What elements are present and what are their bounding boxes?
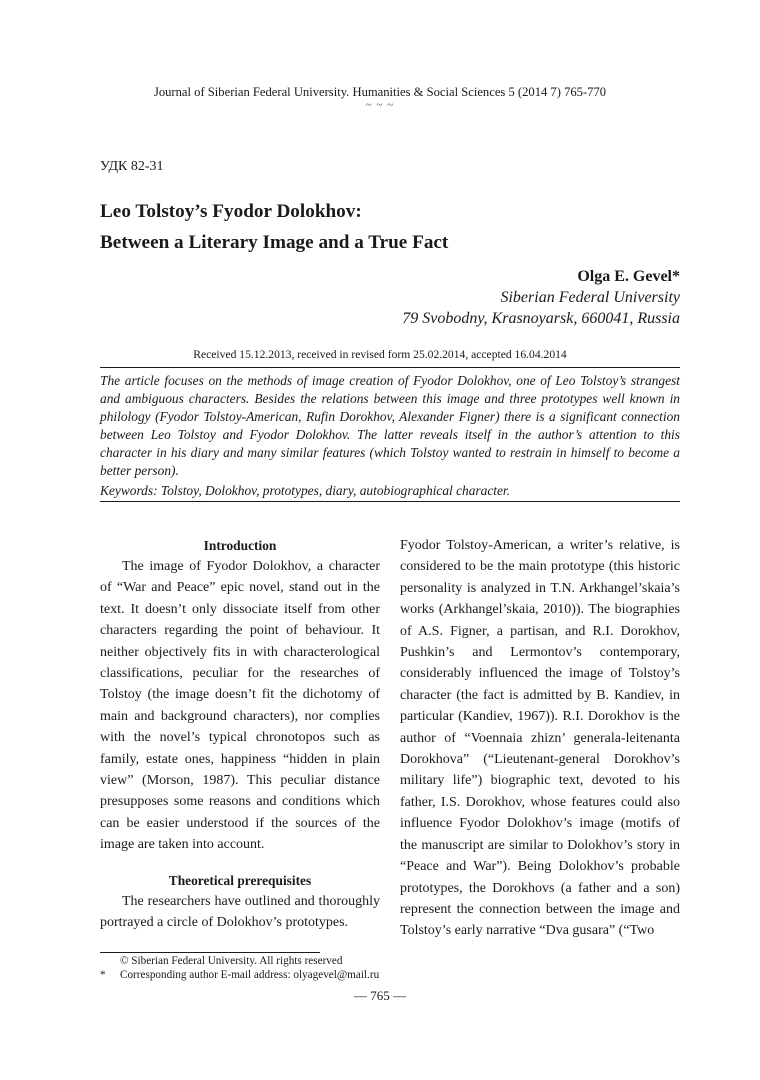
left-column: [100, 535, 380, 934]
page-number: — 765 —: [354, 988, 406, 1003]
footnote-asterisk: *: [100, 969, 106, 981]
theory-heading: Theoretical prerequisites: [168, 872, 312, 888]
right-column: [400, 535, 680, 942]
header-ornament: ~ ~ ~: [365, 99, 395, 111]
journal-header: Journal of Siberian Federal University. Humanities & Social Sciences 5 (2014 7) 765-770: [153, 85, 607, 99]
abstract-bottom-rule: [100, 501, 680, 502]
author-name: Olga E. Gevel*: [577, 268, 680, 285]
abstract: The article focuses on the methods of image creation of Fyodor Dolokhov, one of Leo Tolstoy’s strangest and ambiguous characters. Besides the relations between this image and three prototypes well known in philology (Fyodor Tolstoy-American, Rufin Dorokhov, Alexander Figner) there is a significant connection between Leo Tolstoy and Fyodor Dolokhov. The latter reveals itself in the author’s attention to this character in his diary and many similar features (which Tolstoy wanted to restrain in himself to become a better person).: [100, 373, 680, 478]
copyright-note: © Siberian Federal University. All rights reserved: [120, 955, 343, 967]
corresponding-author-note: [100, 968, 500, 982]
author-block: [180, 266, 680, 329]
title-line-1: Leo Tolstoy’s Fyodor Dolokhov:: [100, 201, 362, 222]
corresponding-author-email: Corresponding author E-mail address: olyagevel@mail.ru: [120, 969, 380, 981]
introduction-heading: Introduction: [203, 538, 277, 553]
author-address: 79 Svobodny, Krasnoyarsk, 660041, Russia: [402, 310, 680, 327]
article-title: [100, 196, 680, 258]
author-affiliation: Siberian Federal University: [500, 289, 680, 306]
udc-code: УДК 82-31: [100, 159, 164, 174]
introduction-paragraph: The image of Fyodor Dolokhov, a character of “War and Peace” epic novel, stand out in the text. It doesn’t only dissociate itself from other characters regarding the point of behaviour. It neither objectively fits in with characterological classifications, peculiar for the researches of Tolstoy (the image doesn’t fit the dichotomy of main and background characters), nor complies with the novel’s typical chronotopos such as family, estate ones, happiness “hidden in plain view” (Morson, 1987). This peculiar distance presupposes some reasons and conditions which can be easier understood if the sources of the image are taken into account.: [100, 559, 380, 853]
abstract-top-rule: [100, 367, 680, 368]
right-column-paragraph: Fyodor Tolstoy-American, a writer’s relative, is considered to be the main prototype (this historic personality is analyzed in T.N. Arkhangel’skaia’s works (Arkhangel’skaia, 2010)). The biographies of A.S. Figner, a partisan, and R.I. Dorokhov, Pushkin’s and Lermontov’s contemporary, considerably influenced the image of Tolstoy’s character (the fact is admitted by B. Kandiev, in particular (Kandiev, 1967)). R.I. Dorokhov is the author of “Voennaia zhizn’ generala-leitenanta Dorokhova” (“Lieutenant-general Dorokhov’s military life”) biographic text, devoted to his father, I.S. Dorokhov, whose features could also influence Fyodor Dolokhov’s image (motifs of the manuscript are similar to Dolokhov’s story in “Peace and War”). Being Dolokhov’s probable prototypes, the Dorokhovs (a father and a son) represent the connection between the image and Tolstoy’s early narrative “Dva gusara” (“Two: [400, 538, 680, 939]
keywords: Keywords: Tolstoy, Dolokhov, prototypes, diary, autobiographical character.: [100, 483, 510, 498]
title-line-2: Between a Literary Image and a True Fact: [100, 232, 449, 253]
footnote-rule: [100, 952, 320, 953]
footnotes: [100, 954, 500, 982]
received-dates: Received 15.12.2013, received in revised form 25.02.2014, accepted 16.04.2014: [193, 348, 567, 361]
theory-paragraph: The researchers have outlined and thoroughly portrayed a circle of Dolokhov’s prototypes.: [100, 893, 380, 931]
